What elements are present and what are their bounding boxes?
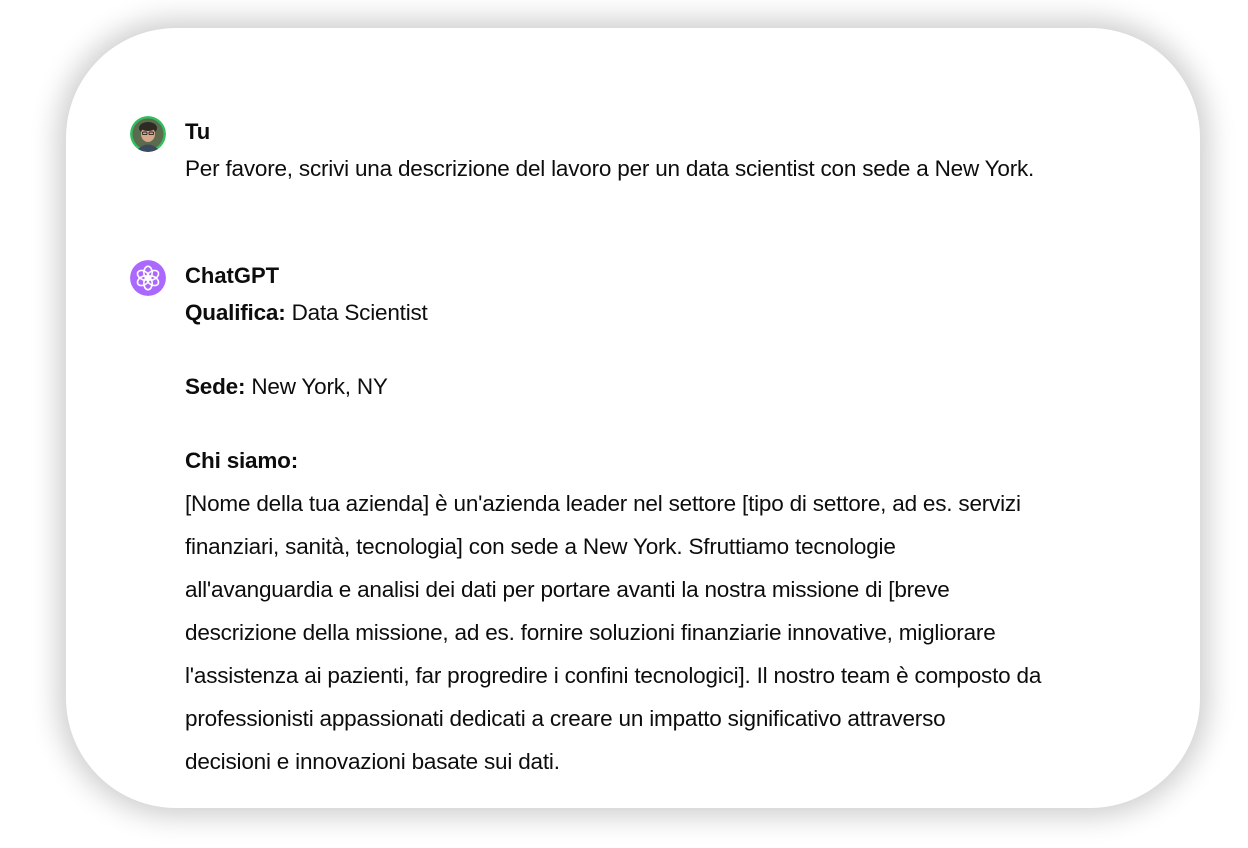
user-message-content <box>185 116 1164 184</box>
user-message-text: Per favore, scrivi una descrizione del lavoro per un data scientist con sede a New York. <box>185 156 1035 181</box>
paragraph-line: professionisti appassionati dedicati a creare un impatto significativo attraverso <box>185 706 946 731</box>
sede-line <box>185 372 1164 402</box>
user-name: Tu <box>185 119 211 144</box>
openai-logo-icon <box>130 260 166 296</box>
sede-label: Sede: <box>185 374 246 399</box>
paragraph-line: descrizione della missione, ad es. fornire soluzioni finanziarie innovative, migliorare <box>185 620 996 645</box>
chat-card <box>66 28 1200 808</box>
sede-value: New York, NY <box>245 374 388 399</box>
qualifica-label: Qualifica: <box>185 300 286 325</box>
paragraph-line: [Nome della tua azienda] è un'azienda leader nel settore [tipo di settore, ad es. servizi <box>185 491 1021 516</box>
paragraph-line: all'avanguardia e analisi dei dati per portare avanti la nostra missione di [breve <box>185 577 950 602</box>
qualifica-value: Data Scientist <box>285 300 428 325</box>
assistant-avatar <box>130 260 166 296</box>
user-photo-avatar-icon <box>130 116 166 152</box>
paragraph-line: decisioni e innovazioni basate sui dati. <box>185 749 560 774</box>
paragraph-line: finanziari, sanità, tecnologia] con sede a New York. Sfruttiamo tecnologie <box>185 534 896 559</box>
chi-siamo-paragraph <box>185 482 1164 783</box>
chi-siamo-heading: Chi siamo: <box>185 448 299 473</box>
paragraph-line: l'assistenza ai pazienti, far progredire i confini tecnologici]. Il nostro team è composto da <box>185 663 1042 688</box>
qualifica-line <box>185 298 1164 328</box>
user-avatar <box>130 116 166 152</box>
assistant-name: ChatGPT <box>185 263 280 288</box>
assistant-message-content <box>185 260 1164 783</box>
